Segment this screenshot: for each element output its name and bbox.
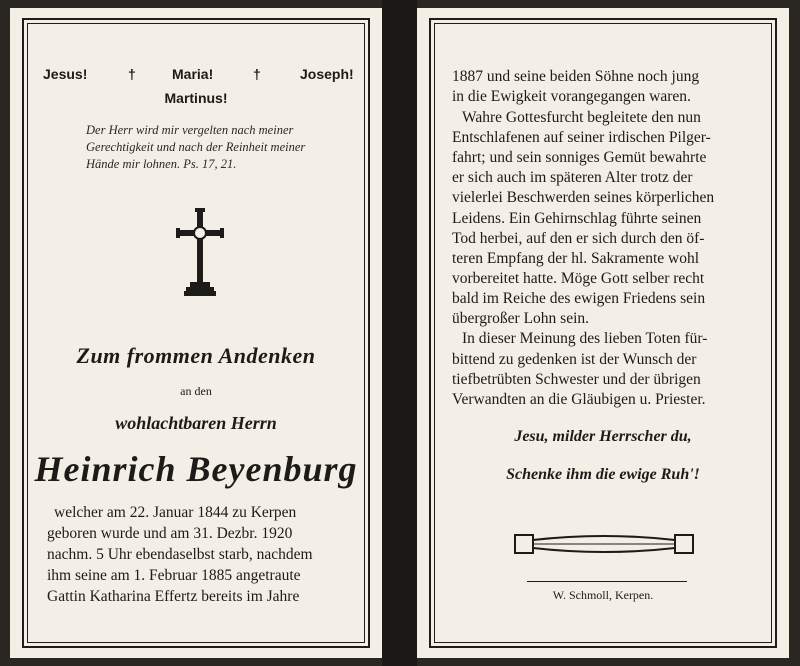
printer-imprint: W. Schmoll, Kerpen. — [552, 588, 654, 602]
verse-line-1: Der Herr wird mir vergelten nach meiner — [86, 123, 294, 137]
invocation-jesus: Jesus! — [43, 66, 88, 82]
right-body-line-3: Wahre Gottesfurcht begleitete den nun — [462, 109, 701, 126]
verse-line-2: Gerechtigkeit und nach der Reinheit meiner — [86, 140, 306, 154]
right-body-line-6: er sich auch im späteren Alter trotz der — [452, 169, 693, 186]
invocation-martinus: Martinus! — [164, 90, 228, 106]
right-body-line-8: Leidens. Ein Gehirnschlag führte seinen — [452, 210, 702, 227]
right-body-line-10: teren Empfang der hl. Sakramente wohl — [452, 250, 700, 267]
printer-rule — [527, 581, 687, 582]
right-body-line-12: bald im Reiche des ewigen Friedens sein — [452, 290, 706, 307]
ornamental-bar-icon — [513, 530, 695, 558]
left-body-line-3: nachm. 5 Uhr ebendaselbst starb, nachdem — [47, 546, 313, 563]
memorial-heading: Zum frommen Andenken — [76, 343, 316, 368]
invocation-cross-1: † — [128, 66, 136, 82]
left-body-line-1: welcher am 22. Januar 1844 zu Kerpen — [54, 504, 297, 521]
card-fold-gutter — [382, 0, 417, 666]
honorific-text: wohlachtbaren Herrn — [115, 413, 277, 433]
latin-cross-icon — [176, 208, 224, 298]
left-body-line-5: Gattin Katharina Effertz bereits im Jahre — [47, 588, 300, 605]
prayer-line-2: Schenke ihm die ewige Ruh'! — [506, 466, 700, 483]
right-body-line-4: Entschlafenen auf seiner irdischen Pilger- — [452, 129, 711, 146]
right-body-line-14: In dieser Meinung des lieben Toten für- — [462, 330, 708, 347]
right-card — [417, 8, 789, 658]
right-body-line-1: 1887 und seine beiden Söhne noch jung — [452, 68, 700, 85]
verse-line-3: Hände mir lohnen. Ps. 17, 21. — [86, 157, 237, 171]
left-card — [10, 8, 382, 658]
prayer-line-1: Jesu, milder Herrscher du, — [514, 428, 692, 445]
right-body-line-9: Tod herbei, auf den er sich durch den öf- — [452, 230, 705, 247]
invocation-joseph: Joseph! — [300, 66, 354, 82]
left-body-line-4: ihm seine am 1. Februar 1885 angetraute — [47, 567, 301, 584]
invocation-cross-2: † — [253, 66, 261, 82]
right-body-line-2: in die Ewigkeit vorangegangen waren. — [452, 88, 691, 105]
deceased-name: Heinrich Beyenburg — [34, 449, 358, 489]
right-body-line-16: tiefbetrübten Schwester und der übrigen — [452, 371, 701, 388]
right-body-line-15: bittend zu gedenken ist der Wunsch der — [452, 351, 697, 368]
right-body-line-13: übergroßer Lohn sein. — [452, 310, 590, 327]
right-body-line-5: fahrt; und sein sonniges Gemüt bewahrte — [452, 149, 707, 166]
an-den-text: an den — [180, 384, 212, 398]
right-body-line-11: vorbereitet hatte. Möge Gott selber recht — [452, 270, 705, 287]
right-body-line-7: vielerlei Beschwerden seines körperlichen — [452, 189, 715, 206]
right-body-line-17: Verwandten an die Gläubigen u. Priester. — [452, 391, 706, 408]
left-body-line-2: geboren wurde und am 31. Dezbr. 1920 — [47, 525, 293, 542]
invocation-maria: Maria! — [172, 66, 214, 82]
